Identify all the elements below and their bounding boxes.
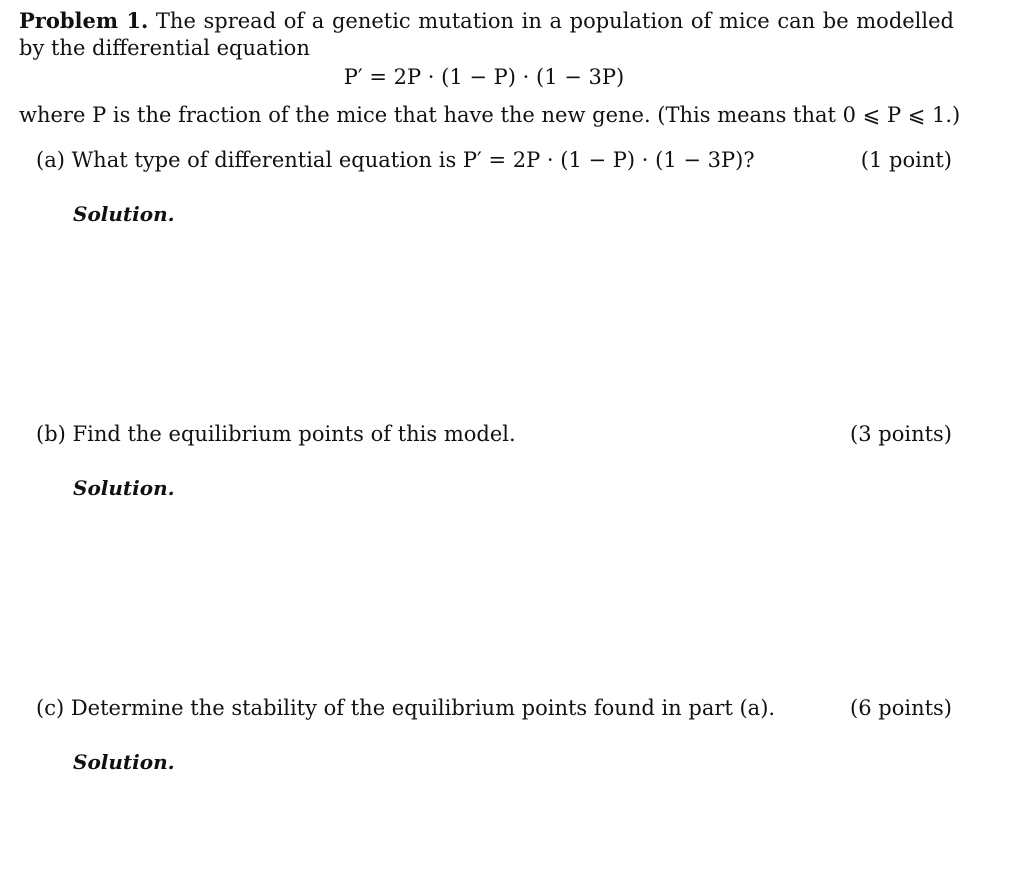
problem-label: Problem 1. (19, 8, 149, 33)
part-a-answer-space[interactable] (73, 232, 953, 412)
part-b-question-line (36, 421, 516, 447)
problem-intro (19, 7, 954, 62)
part-a-label: (a) (36, 148, 65, 172)
part-b-solution-label: Solution. (73, 476, 175, 500)
part-b-label: (b) (36, 422, 66, 446)
where-text: where P is the fraction of the mice that have the new gene. (This means that 0 ⩽ P ⩽ 1.) (19, 103, 961, 127)
main-equation: P′ = 2P · (1 − P) · (1 − 3P) (343, 65, 625, 89)
part-c-answer-space[interactable] (73, 780, 953, 865)
problem-intro-text: The spread of a genetic mutation in a population of mice can be modelled by the differential equation (19, 9, 954, 60)
part-a-solution-label: Solution. (73, 202, 175, 226)
part-c-label: (c) (36, 696, 65, 720)
part-c-question-line (36, 695, 775, 721)
part-a-question-line (36, 147, 755, 173)
part-c-solution-label: Solution. (73, 750, 175, 774)
part-b-answer-space[interactable] (73, 506, 953, 686)
part-c-question: Determine the stability of the equilibrium points found in part (a). (70, 696, 776, 720)
part-a-question: What type of differential equation is P′ = 2P · (1 − P) · (1 − 3P)? (71, 148, 755, 172)
part-b-question: Find the equilibrium points of this model. (72, 422, 516, 446)
part-b-points: (3 points) (850, 422, 952, 446)
part-c-points: (6 points) (850, 696, 952, 720)
part-a-points: (1 point) (860, 148, 952, 172)
